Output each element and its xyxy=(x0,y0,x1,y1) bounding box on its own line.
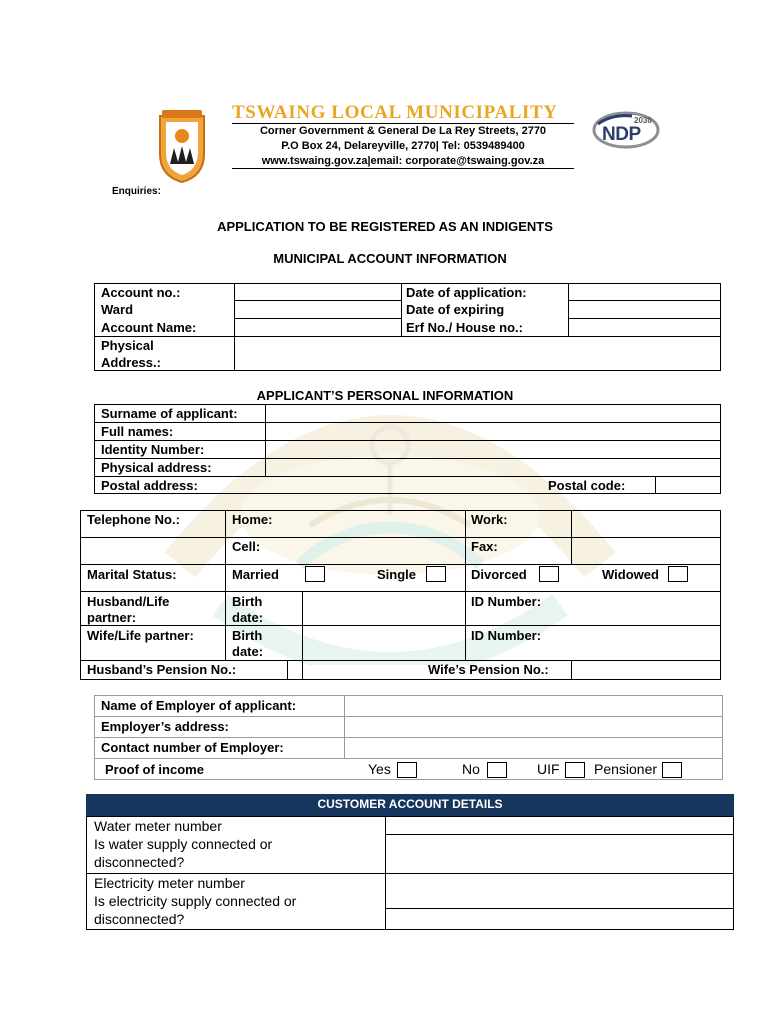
surname-label: Surname of applicant: xyxy=(101,406,238,421)
husband-birth-date-field[interactable] xyxy=(303,592,464,624)
physical-address-label: Physical xyxy=(101,338,154,353)
husband-pension-label: Husband’s Pension No.: xyxy=(87,662,237,677)
home-label: Home: xyxy=(232,512,273,527)
married-label: Married xyxy=(232,567,279,582)
husband-partner-label: Husband/Life xyxy=(87,594,170,609)
address-line-3: www.tswaing.gov.za|email: corporate@tswaing.gov.za xyxy=(261,155,545,167)
home-phone-field[interactable] xyxy=(285,511,463,536)
married-checkbox[interactable] xyxy=(305,566,325,582)
electricity-supply-field[interactable] xyxy=(386,909,733,929)
work-label: Work: xyxy=(471,512,508,527)
postal-code-field[interactable] xyxy=(656,477,720,493)
postal-code-label: Postal code: xyxy=(548,478,626,493)
electricity-supply-label-2: disconnected? xyxy=(94,911,185,927)
identity-number-field[interactable] xyxy=(266,441,720,458)
single-label: Single xyxy=(377,567,417,582)
husband-partner-label-2: partner: xyxy=(87,610,137,625)
employer-name-field[interactable] xyxy=(345,696,722,716)
ward-label: Ward xyxy=(101,302,134,317)
husband-id-field[interactable] xyxy=(553,592,720,624)
work-phone-field[interactable] xyxy=(572,511,720,536)
wife-pension-field[interactable] xyxy=(572,661,720,679)
date-application-field[interactable] xyxy=(569,284,720,300)
widowed-label: Widowed xyxy=(602,567,659,582)
wife-id-label: ID Number: xyxy=(471,628,542,643)
cell-label: Cell: xyxy=(232,539,261,554)
widowed-checkbox[interactable] xyxy=(668,566,688,582)
pensioner-label: Pensioner xyxy=(594,761,658,777)
telephone-label: Telephone No.: xyxy=(87,512,180,527)
employer-contact-field[interactable] xyxy=(345,738,722,758)
divorced-checkbox[interactable] xyxy=(539,566,559,582)
enquiries-label: Enquiries: xyxy=(112,186,161,197)
water-supply-label-2: disconnected? xyxy=(94,854,185,870)
full-names-field[interactable] xyxy=(266,423,720,440)
form-title: APPLICATION TO BE REGISTERED AS AN INDIGENTS xyxy=(217,219,553,234)
account-no-field[interactable] xyxy=(235,284,401,300)
electricity-supply-label: Is electricity supply connected or xyxy=(94,893,297,909)
pensioner-checkbox[interactable] xyxy=(662,762,682,778)
date-expiring-label: Date of expiring xyxy=(406,302,505,317)
full-names-label: Full names: xyxy=(101,424,174,439)
address-line-1: Corner Government & General De La Rey Streets, 2770 xyxy=(259,125,547,137)
single-checkbox[interactable] xyxy=(426,566,446,582)
physical-address-label-2: Address.: xyxy=(101,355,161,370)
ndp-year: 2030 xyxy=(634,116,652,125)
fax-label: Fax: xyxy=(471,539,498,554)
proof-income-label: Proof of income xyxy=(105,762,204,777)
identity-number-label: Identity Number: xyxy=(101,442,205,457)
date-application-label: Date of application: xyxy=(406,285,527,300)
physical-address-field[interactable] xyxy=(235,337,720,370)
husband-birth-label: Birth xyxy=(232,594,263,609)
postal-address-label: Postal address: xyxy=(101,478,198,493)
ndp-text: NDP xyxy=(602,124,641,145)
ndp-2030-logo xyxy=(592,110,660,154)
uif-label: UIF xyxy=(537,761,560,777)
cell-phone-field[interactable] xyxy=(275,538,463,563)
account-name-label: Account Name: xyxy=(101,320,197,335)
wife-pension-label: Wife’s Pension No.: xyxy=(428,662,549,677)
no-checkbox[interactable] xyxy=(487,762,507,778)
husband-birth-label-2: date: xyxy=(232,610,264,625)
erf-house-label: Erf No./ House no.: xyxy=(406,320,523,335)
employer-address-field[interactable] xyxy=(345,717,722,737)
fax-field[interactable] xyxy=(572,538,720,563)
municipal-crest-logo xyxy=(152,108,212,184)
water-meter-field[interactable] xyxy=(386,817,733,834)
municipality-title: TSWAING LOCAL MUNICIPALITY xyxy=(232,102,558,123)
yes-checkbox[interactable] xyxy=(397,762,417,778)
uif-checkbox[interactable] xyxy=(565,762,585,778)
wife-partner-label: Wife/Life partner: xyxy=(87,628,194,643)
wife-birth-label-2: date: xyxy=(232,644,264,659)
water-supply-field[interactable] xyxy=(386,835,733,873)
ward-field[interactable] xyxy=(235,301,401,318)
electricity-meter-label: Electricity meter number xyxy=(94,875,245,891)
wife-birth-label: Birth xyxy=(232,628,263,643)
no-label: No xyxy=(462,761,480,777)
electricity-meter-field[interactable] xyxy=(386,874,733,908)
physical-address-personal-field[interactable] xyxy=(266,459,720,476)
physical-address-personal-label: Physical address: xyxy=(101,460,212,475)
water-meter-label: Water meter number xyxy=(94,818,222,834)
wife-id-field[interactable] xyxy=(553,626,720,659)
employer-name-label: Name of Employer of applicant: xyxy=(101,698,297,713)
account-name-field[interactable] xyxy=(235,319,401,336)
surname-field[interactable] xyxy=(266,405,720,422)
customer-details-heading: CUSTOMER ACCOUNT DETAILS xyxy=(317,797,503,811)
account-no-label: Account no.: xyxy=(101,285,181,300)
husband-id-label: ID Number: xyxy=(471,594,542,609)
husband-pension-field[interactable] xyxy=(288,661,424,679)
address-line-2: P.O Box 24, Delareyville, 2770| Tel: 0539489400 xyxy=(281,140,525,152)
municipal-heading: MUNICIPAL ACCOUNT INFORMATION xyxy=(273,251,507,266)
personal-heading: APPLICANT’S PERSONAL INFORMATION xyxy=(256,388,514,403)
erf-house-field[interactable] xyxy=(569,319,720,336)
wife-birth-date-field[interactable] xyxy=(303,626,464,659)
postal-address-field[interactable] xyxy=(215,477,545,493)
marital-status-label: Marital Status: xyxy=(87,567,177,582)
water-supply-label: Is water supply connected or xyxy=(94,836,273,852)
employer-contact-label: Contact number of Employer: xyxy=(101,740,284,755)
employer-address-label: Employer’s address: xyxy=(101,719,229,734)
yes-label: Yes xyxy=(368,761,391,777)
divorced-label: Divorced xyxy=(471,567,527,582)
date-expiring-field[interactable] xyxy=(569,301,720,318)
